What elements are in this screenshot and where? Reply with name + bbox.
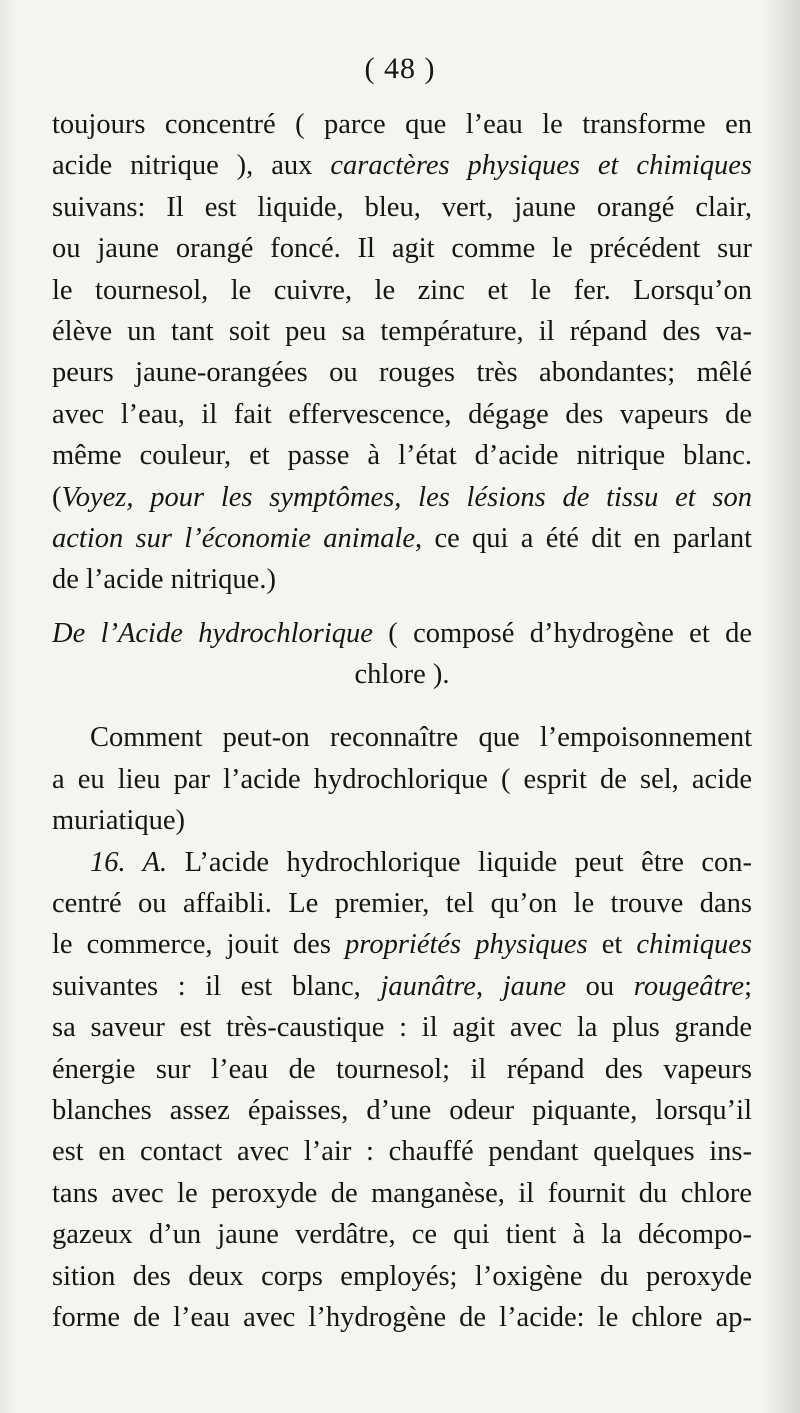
page-text: [52, 104, 752, 1338]
heading-line: chlore ).: [354, 659, 450, 691]
text-line: sa saveur est très-caustique : il agit avec la plus grande: [52, 1012, 752, 1044]
text-line: muriatique): [52, 805, 185, 837]
text-line: énergie sur l’eau de tournesol; il répand des vapeurs: [52, 1053, 752, 1085]
text-line: sition des deux corps employés; l’oxigène du peroxyde: [52, 1260, 752, 1292]
paragraph-2: [52, 717, 752, 841]
text-line: le tournesol, le cuivre, le zinc et le fer. Lorsqu’on: [52, 274, 752, 306]
text-line: avec l’eau, il fait effervescence, dégage des vapeurs de: [52, 398, 752, 430]
text-line: a eu lieu par l’acide hydrochlorique ( esprit de sel, acide: [52, 763, 752, 795]
text-line: le commerce, jouit des propriétés physiques et chimiques: [52, 929, 752, 961]
text-line: peurs jaune-orangées ou rouges très abondantes; mêlé: [52, 357, 752, 389]
text-line: forme de l’eau avec l’hydrogène de l’acide: le chlore ap-: [52, 1301, 752, 1333]
section-heading: [52, 613, 752, 696]
text-line: tans avec le peroxyde de manganèse, il fournit du chlore: [52, 1177, 752, 1209]
page-number: ( 48 ): [364, 52, 436, 85]
text-line: suivantes : il est blanc, jaunâtre, jaune ou rougeâtre;: [52, 970, 752, 1002]
text-line: (Voyez, pour les symptômes, les lésions de tissu et son: [52, 481, 752, 513]
text-line: acide nitrique ), aux caractères physiques et chimiques: [52, 150, 752, 182]
heading-line: De l’Acide hydrochlorique ( composé d’hydrogène et de: [52, 617, 752, 649]
paragraph-1: [52, 104, 752, 601]
text-line: gazeux d’un jaune verdâtre, ce qui tient à la décompo-: [52, 1219, 752, 1251]
section-number: 16. A.: [90, 846, 168, 878]
text-line: 16. A. L’acide hydrochlorique liquide peut être con-: [90, 846, 752, 878]
text-line: même couleur, et passe à l’état d’acide nitrique blanc.: [52, 440, 752, 472]
text-line: élève un tant soit peu sa température, il répand des va-: [52, 315, 752, 347]
text-line: blanches assez épaisses, d’une odeur piquante, lorsqu’il: [52, 1094, 752, 1126]
text-line: ou jaune orangé foncé. Il agit comme le précédent sur: [52, 233, 752, 265]
text-line: action sur l’économie animale, ce qui a été dit en parlant: [52, 522, 752, 554]
text-line: de l’acide nitrique.): [52, 564, 276, 596]
text-line: est en contact avec l’air : chauffé pendant quelques ins-: [52, 1136, 752, 1168]
text-line: suivans: Il est liquide, bleu, vert, jaune orangé clair,: [52, 191, 752, 223]
text-line: Comment peut-on reconnaître que l’empoisonnement: [90, 722, 752, 754]
paragraph-3: [52, 842, 752, 1339]
text-line: toujours concentré ( parce que l’eau le transforme en: [52, 109, 752, 140]
text-line: centré ou affaibli. Le premier, tel qu’on le trouve dans: [52, 888, 752, 920]
